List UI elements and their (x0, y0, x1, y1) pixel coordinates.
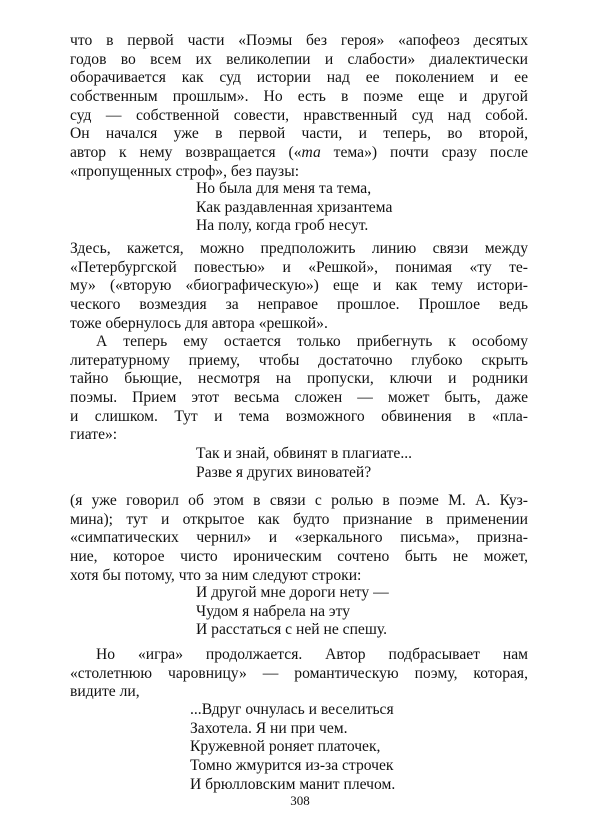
text-line: Здесь, кажется, можно предположить линию связи между (70, 240, 528, 257)
verse-line: Как раздавленная хризантема (196, 198, 393, 216)
text-line: «Петербургской повестью» и «Решкой», понимая «ту те- (70, 258, 528, 276)
text-line: хотя бы потому, что за ним следуют строки: (70, 566, 362, 584)
text-line: А теперь ему остается только прибегнуть к особому (96, 333, 528, 350)
paragraph-5 (70, 646, 528, 702)
text-line: «пропущенных строф», без паузы: (70, 162, 300, 180)
verse-line: Чудом я набрела на эту (196, 602, 351, 620)
verse-line: На полу, когда гроб несут. (196, 217, 369, 235)
text-line: (я уже говорил об этом в связи с ролью в поэме М. А. Куз- (70, 492, 528, 509)
verse-line: Томно жмурится из-за строчек (190, 757, 394, 775)
text-line: поэмы. Прием этот весьма сложен — может быть, даже (70, 389, 528, 407)
text-line: му» («вторую «биографическую») еще и как тему истори- (70, 277, 528, 295)
verse-2 (196, 445, 412, 482)
italic-word: та (301, 144, 321, 162)
paragraph-2 (70, 240, 528, 333)
paragraph-3 (70, 333, 528, 445)
verse-line: Кружевной роняет платочек, (190, 738, 381, 756)
paragraph-1 (70, 32, 528, 182)
verse-line: Так и знай, обвинят в плагиате... (196, 445, 413, 462)
text-line: собственным прошлым». Но есть в поэме еще и другой (70, 88, 528, 106)
page-number: 308 (290, 793, 310, 808)
text-line: «столетнюю чаровницу» — романтическую поэму, которая, (70, 664, 528, 682)
text-line: что в первой части «Поэмы без героя» «апофеоз десятых (70, 32, 528, 49)
text-segment: автор к нему возвращается (« (70, 144, 302, 162)
verse-4 (190, 701, 395, 794)
text-line: суд — собственной совести, нравственный суд над собой. (70, 106, 528, 124)
text-line: и слишком. Тут и тема возможного обвинения в «пла- (70, 407, 528, 425)
text-line-mixed (70, 144, 528, 163)
text-line: Но «игра» продолжается. Автор подбрасывает нам (96, 646, 528, 663)
text-line: годов во всем их великолепии и слабости» диалектически (70, 50, 528, 68)
text-line: «симпатических чернил» и «зеркального письма», призна- (70, 529, 528, 547)
verse-line: Разве я других виноватей? (196, 463, 372, 481)
text-line: ческого возмездия за неправое прошлое. Прошлое ведь (70, 296, 528, 314)
verse-line: ...Вдруг очнулась и веселиться (190, 701, 394, 718)
text-line: тоже обернулось для автора «решкой». (70, 314, 328, 332)
text-line: тайно бьющие, несмотря на пропуски, ключи и родники (70, 370, 528, 388)
text-line: видите ли, (70, 683, 140, 701)
verse-1 (196, 180, 392, 236)
verse-3 (196, 584, 389, 640)
text-segment: тема») почти сразу после (320, 144, 529, 162)
verse-line: Но была для меня та тема, (196, 180, 372, 197)
verse-line: И брюлловским манит плечом. (190, 775, 396, 793)
text-line: ние, которое чисто ироническим сочтено быть не может, (70, 548, 528, 566)
verse-line: Захотела. Я ни при чем. (190, 719, 348, 737)
verse-line: И другой мне дороги нету — (196, 584, 389, 601)
paragraph-4 (70, 492, 528, 585)
text-line: оборачивается как суд истории над ее поколением и ее (70, 69, 528, 87)
verse-line: И расстаться с ней не спешу. (196, 621, 387, 639)
text-line: гиате»: (70, 426, 118, 444)
text-line: мина); тут и открытое как будто признание в применении (70, 510, 528, 528)
text-line: литературному приему, чтобы достаточно глубоко скрыть (70, 351, 528, 369)
text-line: Он начался уже в первой части, и теперь, во второй, (70, 125, 528, 143)
